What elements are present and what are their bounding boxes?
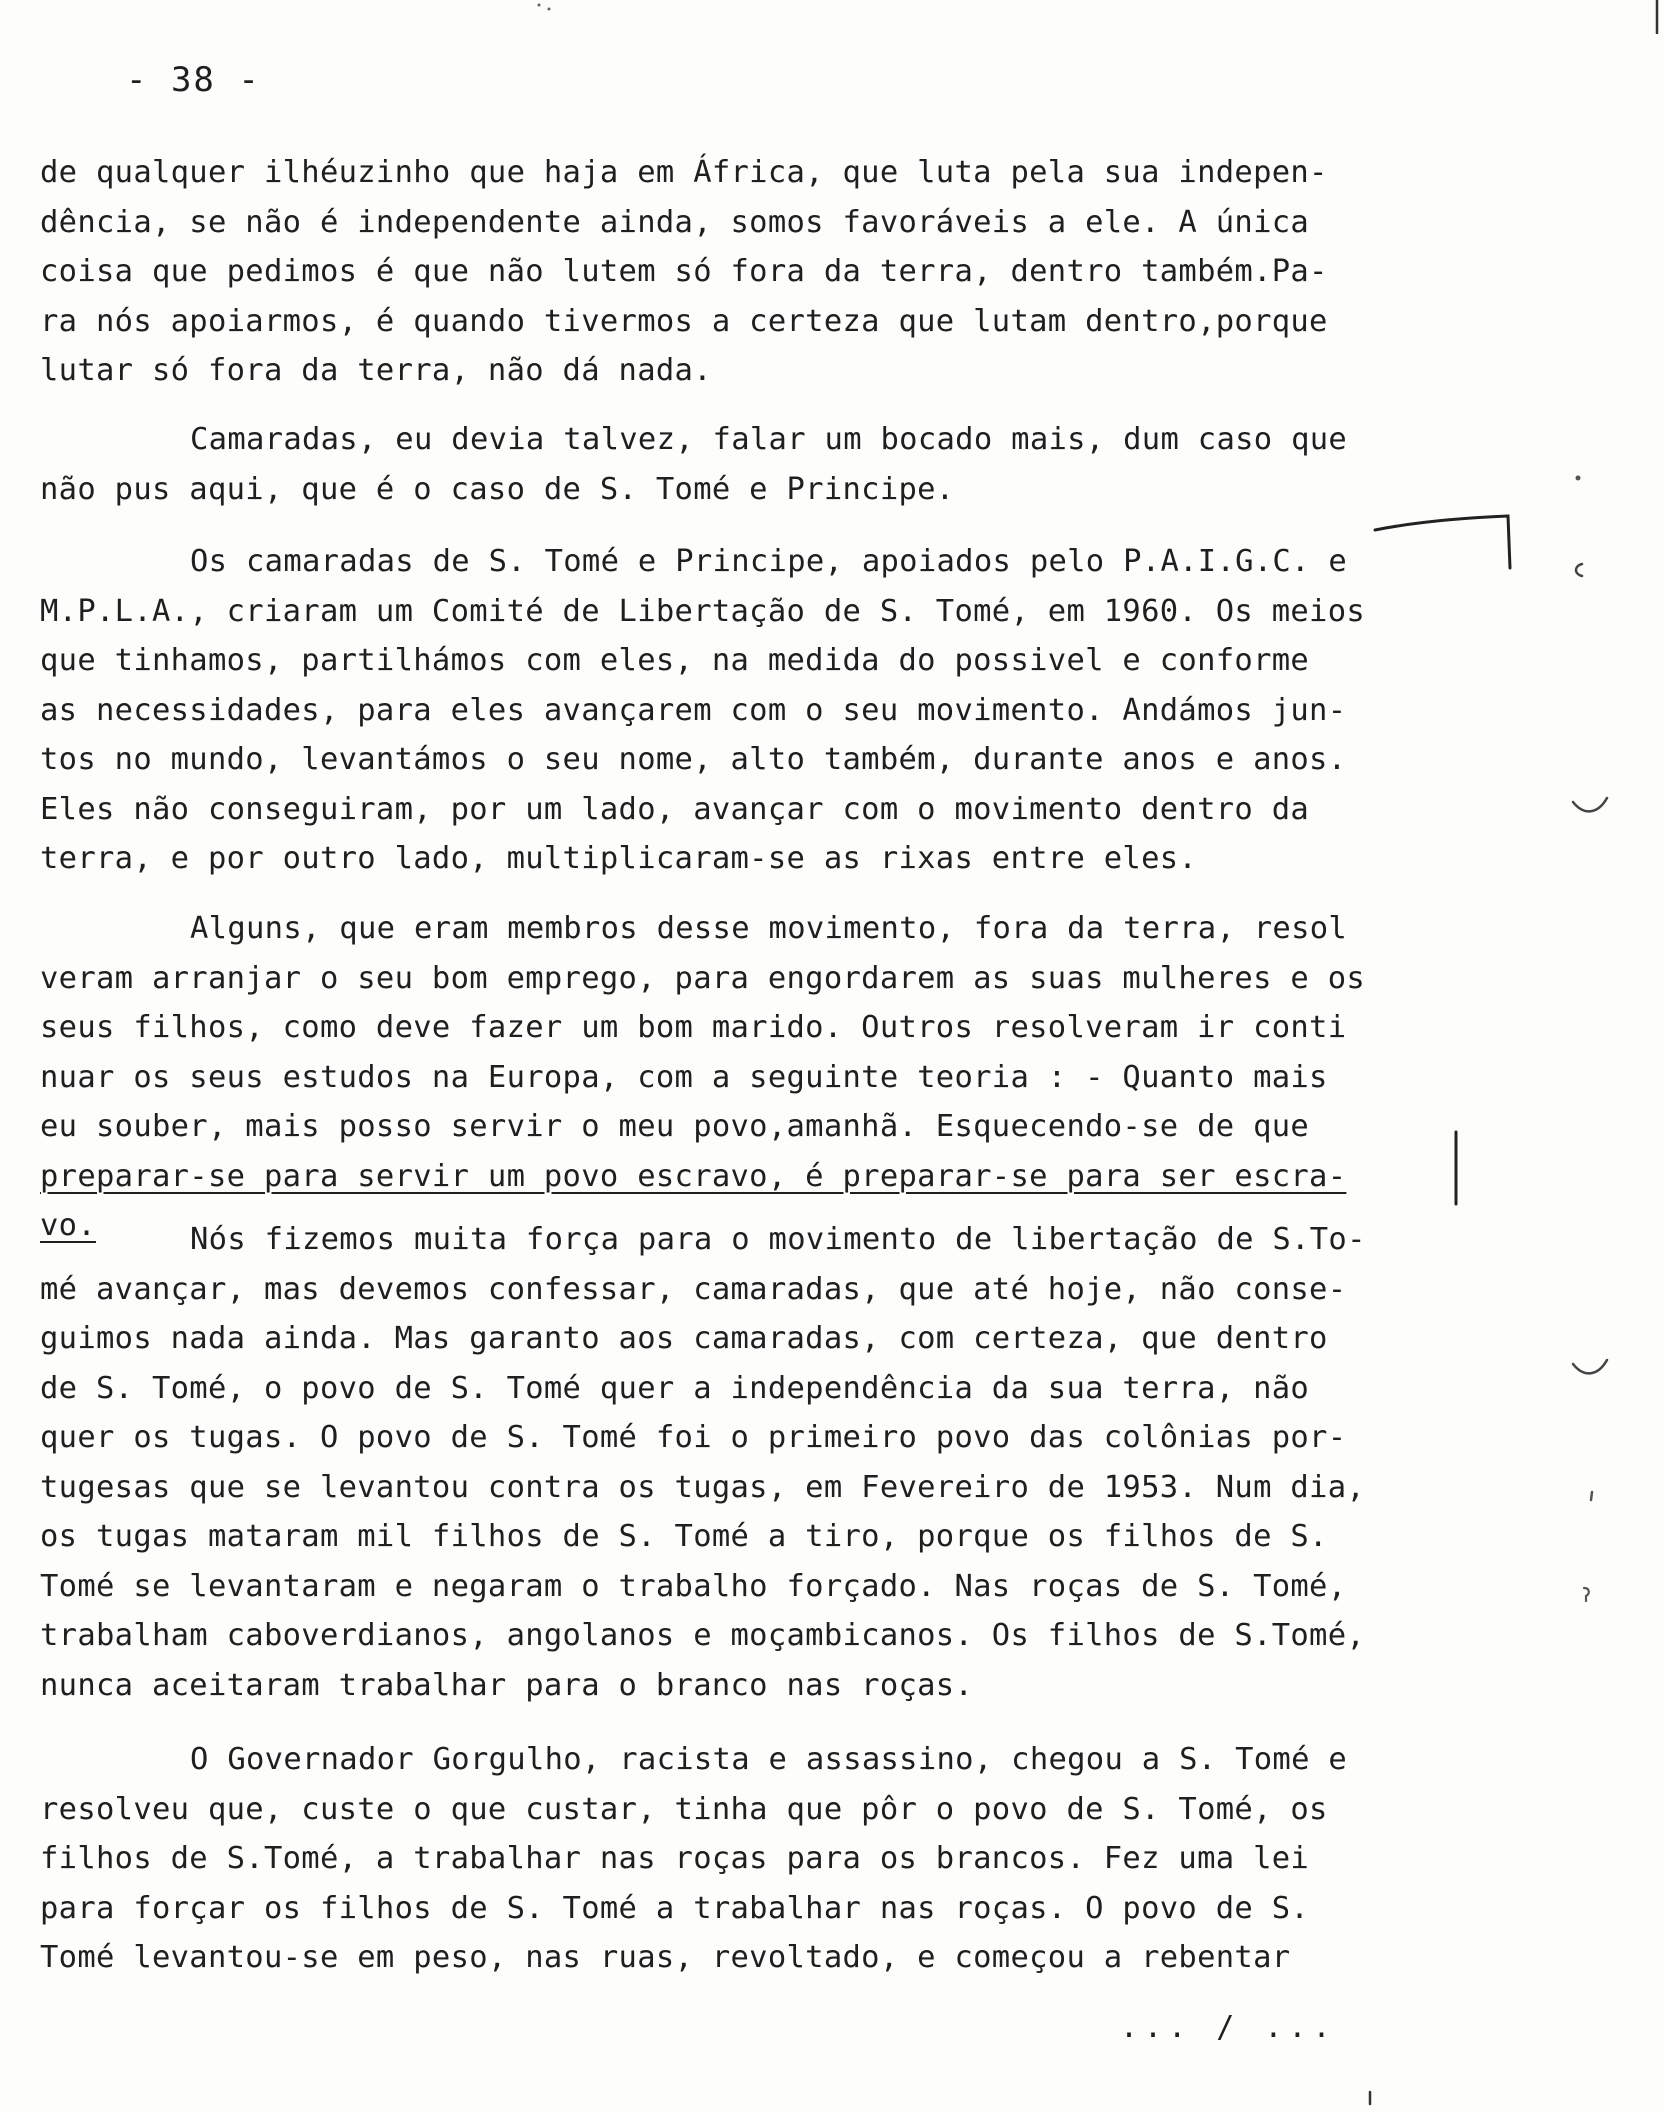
underlined-text-line: preparar-se para servir um povo escravo, é preparar-se para ser escra- [40, 1158, 1347, 1194]
text-line: O Governador Gorgulho, racista e assassino, chegou a S. Tomé e [190, 1742, 1348, 1777]
text-line: Alguns, que eram membros desse movimento, fora da terra, resol [190, 911, 1348, 946]
margin-dot-mark-icon [1586, 1490, 1598, 1504]
paragraph-3 [40, 537, 1480, 884]
text-line: ra nós apoiarmos, é quando tivermos a certeza que lutam dentro,porque [40, 303, 1328, 339]
margin-curve-mark-icon [1570, 1354, 1610, 1384]
text-line: guimos nada ainda. Mas garanto aos camaradas, com certeza, que dentro [40, 1321, 1328, 1356]
paragraph-6 [40, 1735, 1480, 1983]
page-edge-mark-icon [1652, 0, 1662, 36]
text-line: dência, se não é independente ainda, somos favoráveis a ele. A única [40, 204, 1310, 240]
text-line: que tinhamos, partilhámos com eles, na medida do possivel e conforme [40, 643, 1310, 678]
margin-dot-mark-icon [1572, 472, 1584, 484]
text-line: os tugas mataram mil filhos de S. Tomé a tiro, porque os filhos de S. [40, 1519, 1328, 1554]
paragraph-4 [40, 904, 1480, 1251]
text-line: filhos de S.Tomé, a trabalhar nas roças para os brancos. Fez uma lei [40, 1841, 1310, 1876]
text-line: Os camaradas de S. Tomé e Principe, apoiados pelo P.A.I.G.C. e [190, 544, 1348, 579]
scan-speck-mark-icon [535, 0, 555, 14]
text-line: não pus aqui, que é o caso de S. Tomé e Principe. [40, 471, 955, 507]
bracket-mark-icon [1370, 508, 1520, 578]
text-line: coisa que pedimos é que não lutem só fora da terra, dentro também.Pa- [40, 254, 1328, 289]
text-line: de S. Tomé, o povo de S. Tomé quer a independência da sua terra, não [40, 1370, 1310, 1406]
paragraph-5 [40, 1215, 1480, 1710]
text-line: tos no mundo, levantámos o seu nome, alto também, durante anos e anos. [40, 742, 1347, 777]
text-line: Tomé levantou-se em peso, nas ruas, revoltado, e começou a rebentar [40, 1940, 1291, 1975]
text-line: para forçar os filhos de S. Tomé a trabalhar nas roças. O povo de S. [40, 1890, 1310, 1926]
underlined-text-line: vo. [40, 1208, 96, 1243]
text-line: Tomé se levantaram e negaram o trabalho forçado. Nas roças de S. Tomé, [40, 1568, 1347, 1604]
text-line: seus filhos, como deve fazer um bom marido. Outros resolveram ir conti [40, 1010, 1347, 1045]
text-line: de qualquer ilhéuzinho que haja em África, que luta pela sua indepen- [40, 155, 1328, 190]
text-line: M.P.L.A., criaram um Comité de Libertação de S. Tomé, em 1960. Os meios [40, 593, 1366, 629]
text-line: veram arranjar o seu bom emprego, para engordarem as suas mulheres e os [40, 960, 1366, 996]
text-line: lutar só fora da terra, não dá nada. [40, 353, 712, 388]
text-line: as necessidades, para eles avançarem com o seu movimento. Andámos jun- [40, 692, 1347, 728]
margin-tick-mark-icon [1570, 560, 1586, 580]
text-line: quer os tugas. O povo de S. Tomé foi o primeiro povo das colônias por- [40, 1420, 1347, 1455]
text-line: trabalham caboverdianos, angolanos e moçambicanos. Os filhos de S.Tomé, [40, 1618, 1366, 1653]
page-number: - 38 - [126, 60, 261, 100]
text-line: Eles não conseguiram, por um lado, avançar com o movimento dentro da [40, 791, 1310, 827]
text-line: resolveu que, custe o que custar, tinha que pôr o povo de S. Tomé, os [40, 1791, 1328, 1827]
paragraph-1 [40, 148, 1480, 396]
text-line: nunca aceitaram trabalhar para o branco nas roças. [40, 1667, 974, 1703]
margin-curve-mark-icon [1570, 792, 1610, 822]
scan-speck-mark-icon [1365, 2090, 1375, 2110]
continuation-mark: ... / ... [1120, 2010, 1337, 2045]
paragraph-2 [40, 415, 1480, 514]
text-line: nuar os seus estudos na Europa, com a seguinte teoria : - Quanto mais [40, 1059, 1328, 1095]
text-line: mé avançar, mas devemos confessar, camaradas, que até hoje, não conse- [40, 1271, 1347, 1307]
vertical-bar-mark-icon [1446, 1128, 1466, 1208]
text-line: terra, e por outro lado, multiplicaram-se as rixas entre eles. [40, 841, 1198, 876]
text-line: eu souber, mais posso servir o meu povo,amanhã. Esquecendo-se de que [40, 1109, 1310, 1144]
text-line: tugesas que se levantou contra os tugas, em Fevereiro de 1953. Num dia, [40, 1469, 1366, 1505]
margin-dot-mark-icon [1580, 1584, 1594, 1604]
text-line: Camaradas, eu devia talvez, falar um bocado mais, dum caso que [190, 422, 1348, 457]
text-line: Nós fizemos muita força para o movimento de libertação de S.To- [190, 1222, 1366, 1257]
